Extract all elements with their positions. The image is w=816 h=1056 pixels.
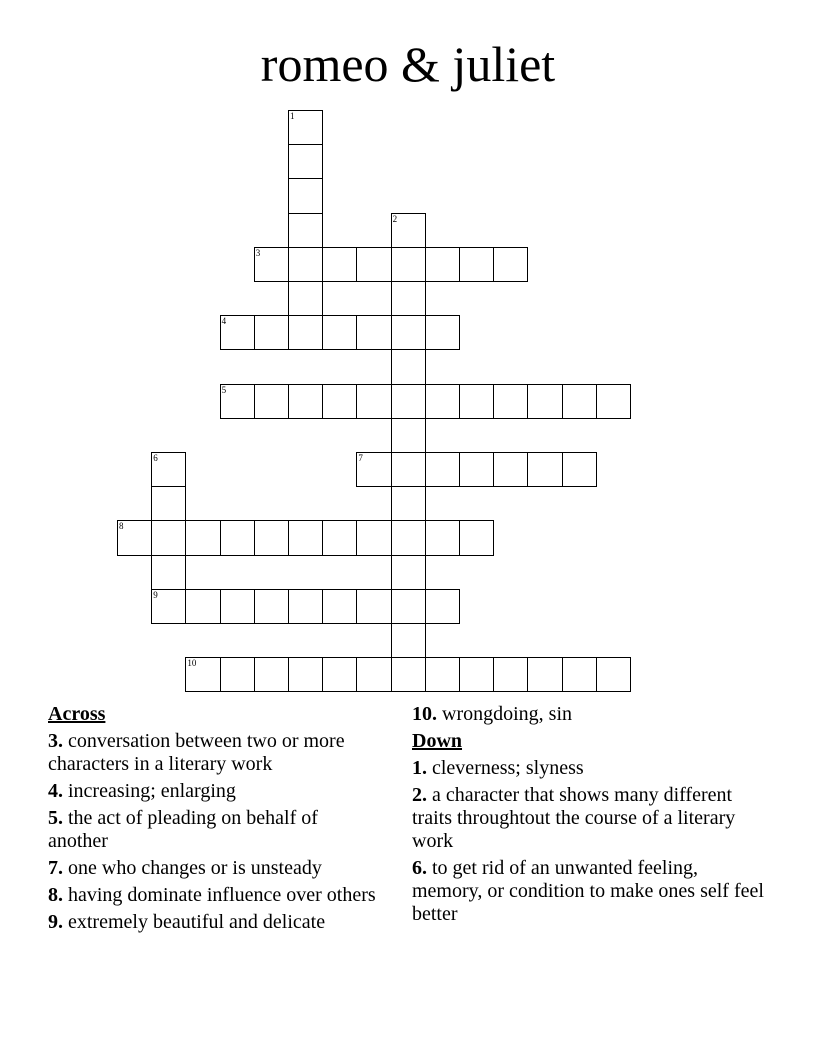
clue-across-10 — [412, 703, 772, 726]
grid-cell[interactable] — [322, 589, 357, 624]
cell-number: 7 — [358, 453, 363, 463]
clue-number: 8. — [48, 884, 63, 906]
grid-cell[interactable] — [562, 384, 597, 419]
grid-cell[interactable] — [288, 315, 323, 350]
grid-cell[interactable] — [220, 657, 255, 692]
grid-cell[interactable] — [459, 657, 494, 692]
clue-across-9 — [48, 911, 378, 934]
grid-cell[interactable] — [493, 384, 528, 419]
clue-number: 7. — [48, 857, 63, 879]
clue-text: to get rid of an unwanted feeling, memory, or condition to make ones self feel better — [412, 857, 764, 925]
grid-cell[interactable] — [356, 452, 391, 487]
grid-cell[interactable] — [322, 384, 357, 419]
grid-cell[interactable] — [288, 384, 323, 419]
cell-number: 4 — [221, 316, 227, 327]
grid-cell[interactable] — [391, 349, 426, 384]
cell-number: 2 — [392, 213, 398, 224]
clue-across-7 — [48, 857, 378, 880]
clue-down-2 — [412, 784, 772, 853]
grid-cell[interactable] — [459, 384, 494, 419]
grid-cell[interactable] — [322, 315, 357, 350]
clues-column-right — [412, 703, 772, 930]
grid-cell[interactable] — [459, 452, 494, 487]
cell-number: 5 — [221, 384, 227, 395]
clue-text: increasing; enlarging — [63, 780, 236, 802]
grid-cell[interactable] — [220, 315, 255, 350]
grid-cell[interactable] — [425, 315, 460, 350]
grid-cell[interactable] — [254, 247, 289, 282]
grid-cell[interactable] — [459, 247, 494, 282]
clue-number: 3. — [48, 730, 63, 752]
clues-column-left — [48, 703, 378, 938]
grid-cell[interactable] — [391, 315, 426, 350]
clue-text: having dominate influence over others — [63, 884, 376, 906]
grid-cell[interactable] — [356, 315, 391, 350]
grid-cell[interactable] — [322, 520, 357, 555]
grid-cell[interactable] — [391, 623, 426, 658]
cell-number: 3 — [255, 247, 261, 258]
grid-cell[interactable] — [356, 520, 391, 555]
clue-down-1 — [412, 757, 772, 780]
clue-text: extremely beautiful and delicate — [63, 911, 326, 933]
clue-text: cleverness; slyness — [427, 757, 584, 779]
clue-number: 6. — [412, 857, 427, 879]
grid-cell[interactable] — [288, 520, 323, 555]
cell-number: 9 — [153, 589, 158, 600]
grid-cell[interactable] — [220, 589, 255, 624]
grid-cell[interactable] — [288, 178, 323, 213]
grid-cell[interactable] — [151, 589, 186, 624]
clue-text: a character that shows many different traits throughtout the course of a literary work — [412, 784, 736, 852]
clue-number: 1. — [412, 757, 427, 779]
grid-cell[interactable] — [391, 384, 426, 419]
cell-number: 1 — [290, 111, 295, 121]
grid-cell[interactable] — [288, 144, 323, 179]
grid-cell[interactable] — [356, 384, 391, 419]
grid-cell[interactable] — [425, 247, 460, 282]
clue-text: wrongdoing, sin — [437, 703, 572, 725]
grid-cell[interactable] — [391, 520, 426, 555]
across-heading: Across — [48, 703, 106, 725]
grid-cell[interactable] — [356, 247, 391, 282]
clue-text: one who changes or is unsteady — [63, 857, 322, 879]
clue-text: the act of pleading on behalf of another — [48, 807, 318, 852]
clue-across-8 — [48, 884, 378, 907]
grid-cell[interactable] — [151, 486, 186, 521]
grid-cell[interactable] — [391, 452, 426, 487]
grid-cell[interactable] — [596, 657, 631, 692]
puzzle-title: romeo & juliet — [260, 36, 556, 92]
grid-cell[interactable] — [425, 520, 460, 555]
grid-cell[interactable] — [185, 657, 220, 692]
clue-number: 10. — [412, 703, 437, 725]
clue-text: conversation between two or more characters in a literary work — [48, 730, 345, 775]
cell-number: 8 — [119, 521, 124, 532]
grid-cell[interactable] — [391, 418, 426, 453]
grid-cell[interactable] — [425, 589, 460, 624]
grid-cell[interactable] — [562, 657, 597, 692]
grid-cell[interactable] — [493, 452, 528, 487]
grid-cell[interactable] — [356, 589, 391, 624]
clue-across-3 — [48, 730, 378, 776]
grid-cell[interactable] — [254, 589, 289, 624]
cell-number: 6 — [153, 453, 158, 463]
grid-cell[interactable] — [288, 213, 323, 248]
grid-cell[interactable] — [220, 520, 255, 555]
grid-cell[interactable] — [425, 384, 460, 419]
grid-cell[interactable] — [356, 657, 391, 692]
down-heading: Down — [412, 730, 463, 752]
grid-cell[interactable] — [459, 520, 494, 555]
grid-cell[interactable] — [288, 110, 323, 145]
grid-cell[interactable] — [220, 384, 255, 419]
grid-cell[interactable] — [288, 247, 323, 282]
grid-cell[interactable] — [254, 520, 289, 555]
clue-number: 5. — [48, 807, 63, 829]
grid-cell[interactable] — [185, 520, 220, 555]
grid-cell[interactable] — [322, 657, 357, 692]
grid-cell[interactable] — [391, 657, 426, 692]
cell-number: 10 — [187, 658, 197, 669]
grid-cell[interactable] — [596, 384, 631, 419]
grid-cell[interactable] — [527, 384, 562, 419]
grid-cell[interactable] — [391, 213, 426, 248]
grid-cell[interactable] — [391, 247, 426, 282]
grid-cell[interactable] — [117, 520, 152, 555]
grid-cell[interactable] — [493, 657, 528, 692]
grid-cell[interactable] — [151, 452, 186, 487]
grid-cell[interactable] — [391, 486, 426, 521]
grid-cell[interactable] — [288, 589, 323, 624]
clue-number: 4. — [48, 780, 63, 802]
clue-across-4 — [48, 780, 378, 803]
grid-cell[interactable] — [562, 452, 597, 487]
clue-number: 9. — [48, 911, 63, 933]
grid-cell[interactable] — [322, 247, 357, 282]
grid-cell[interactable] — [151, 555, 186, 590]
grid-cell[interactable] — [527, 657, 562, 692]
grid-cell[interactable] — [288, 657, 323, 692]
grid-cell[interactable] — [527, 452, 562, 487]
grid-cell[interactable] — [425, 452, 460, 487]
grid-cell[interactable] — [151, 520, 186, 555]
clue-number: 2. — [412, 784, 427, 806]
clue-down-6 — [412, 857, 772, 926]
grid-cell[interactable] — [391, 589, 426, 624]
grid-cell[interactable] — [185, 589, 220, 624]
grid-cell[interactable] — [425, 657, 460, 692]
grid-cell[interactable] — [288, 281, 323, 316]
grid-cell[interactable] — [254, 315, 289, 350]
grid-cell[interactable] — [391, 555, 426, 590]
grid-cell[interactable] — [254, 657, 289, 692]
grid-cell[interactable] — [391, 281, 426, 316]
grid-cell[interactable] — [254, 384, 289, 419]
grid-cell[interactable] — [493, 247, 528, 282]
clue-across-5 — [48, 807, 378, 853]
